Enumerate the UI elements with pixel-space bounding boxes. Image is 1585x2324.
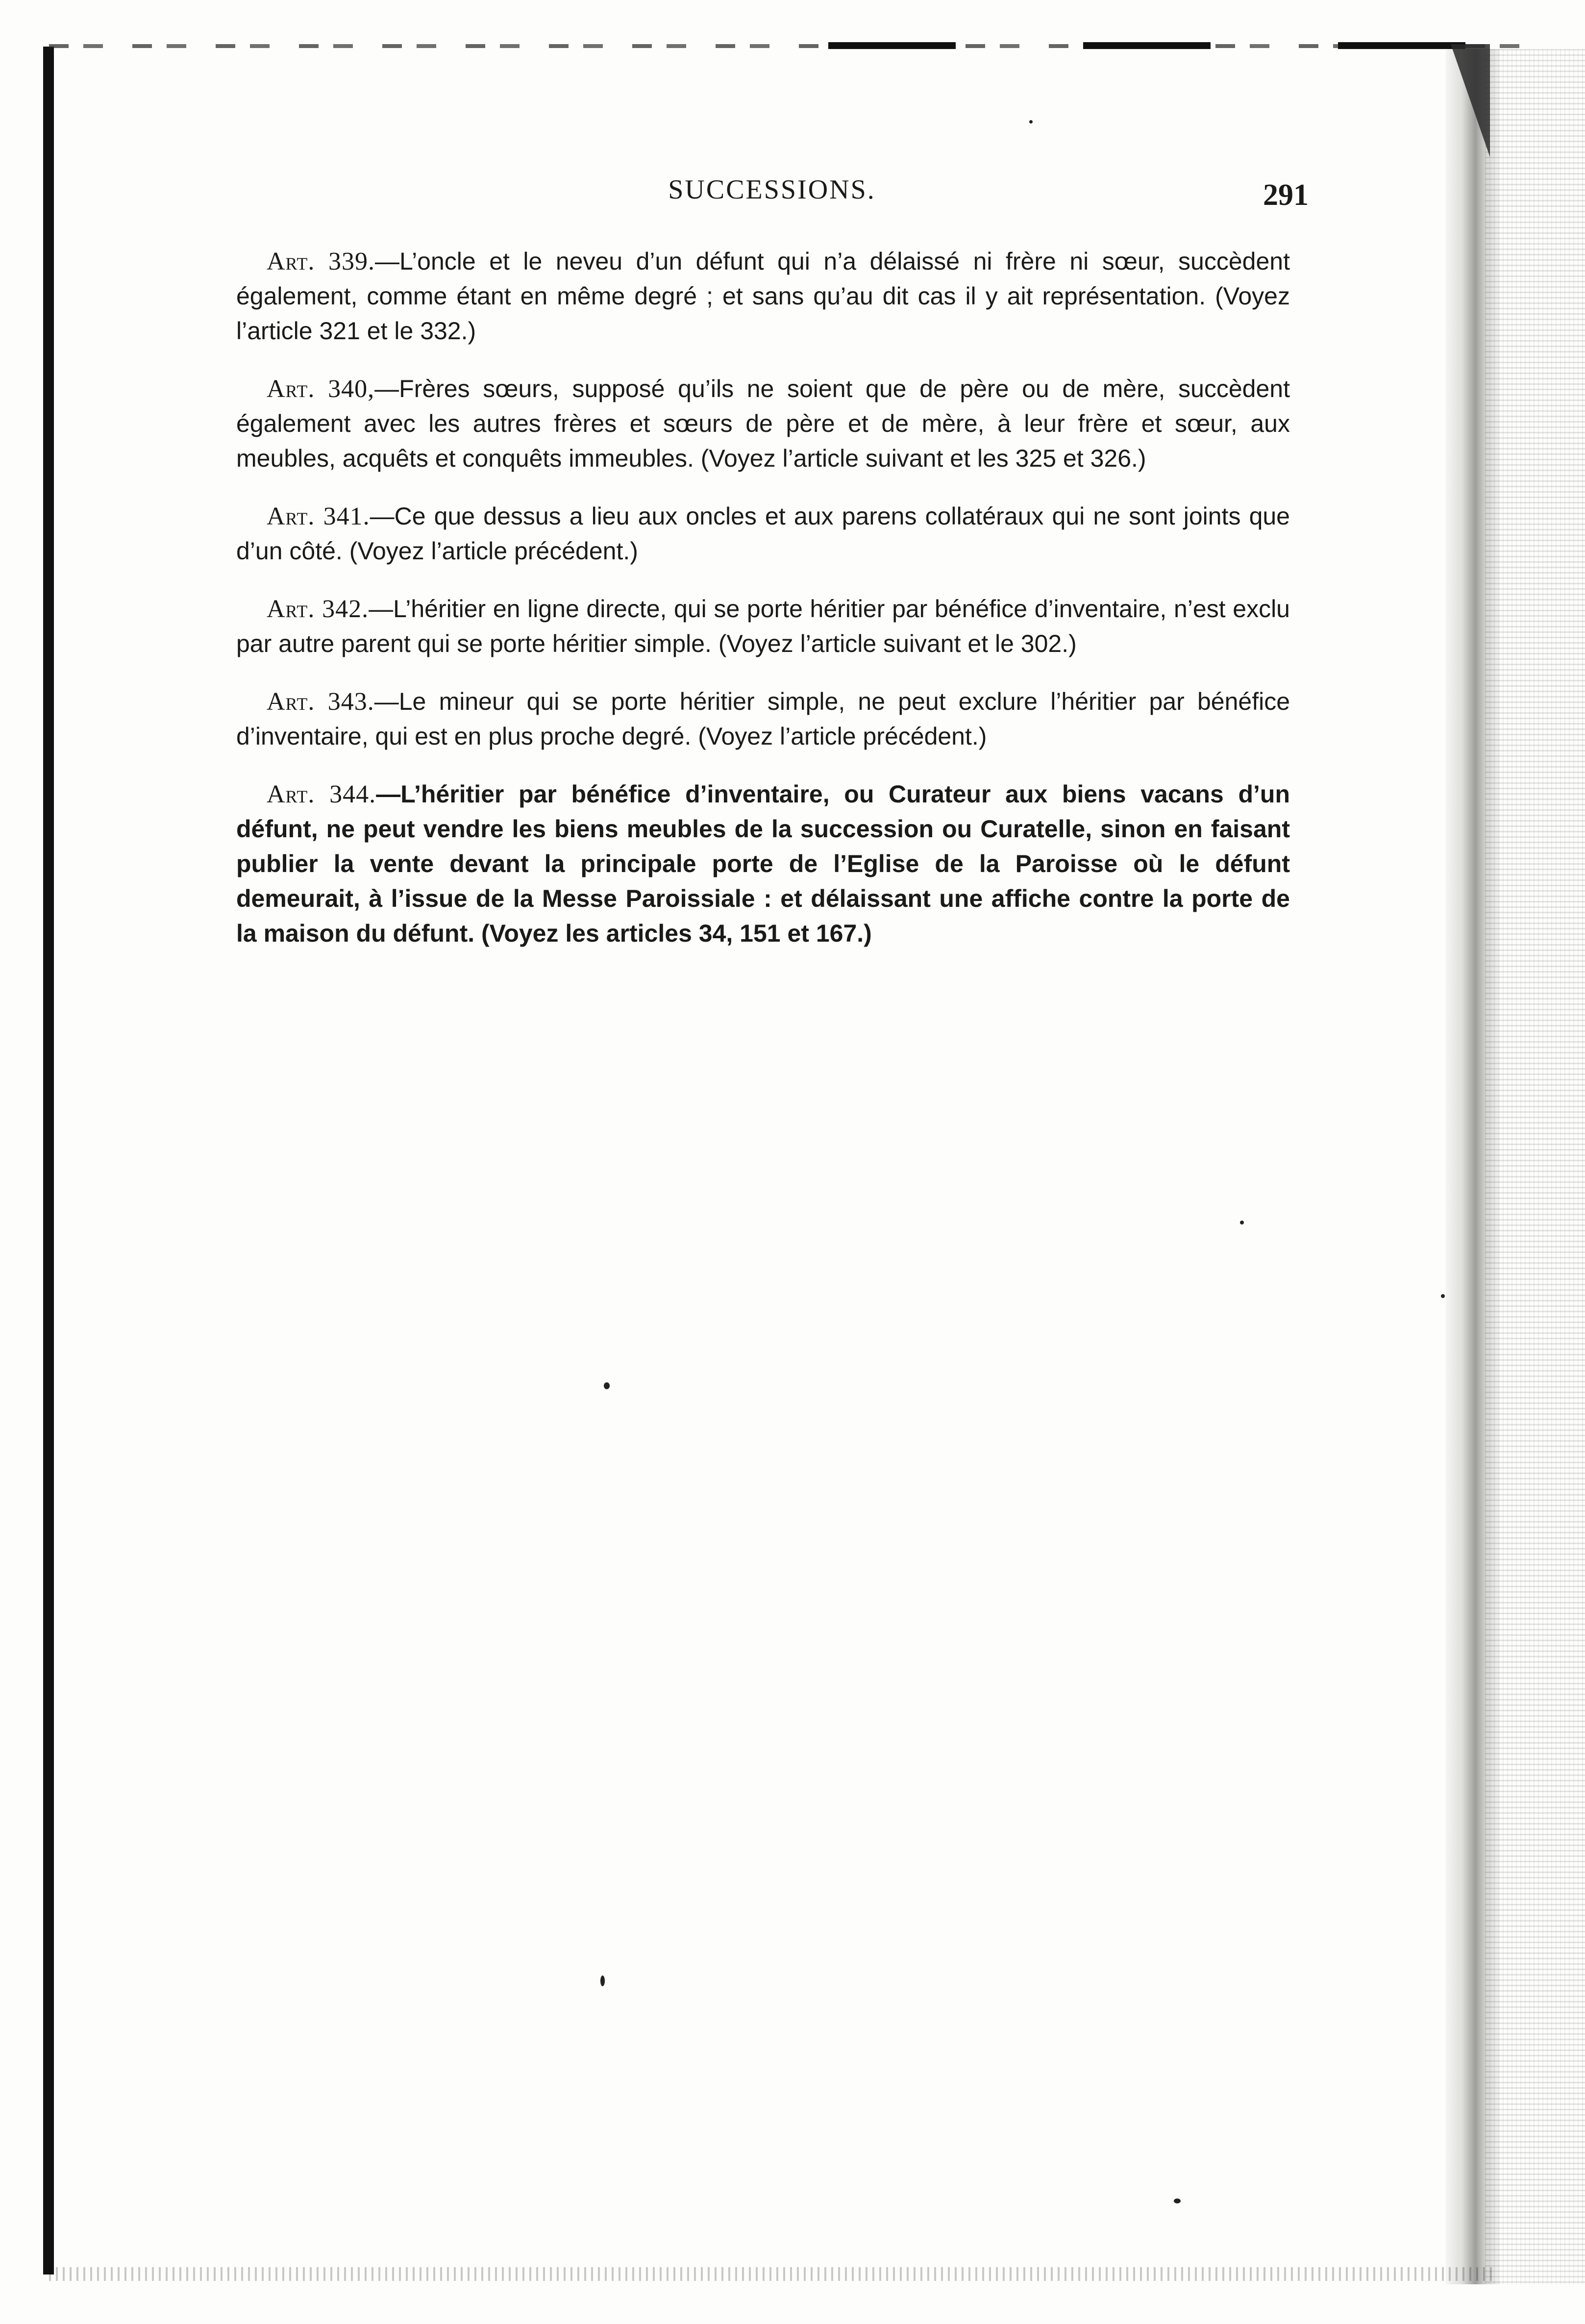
page-number: 291	[1263, 178, 1309, 212]
article-label: Art. 341.	[267, 502, 370, 530]
article-text: —L’héritier en ligne directe, qui se porte héritier par bénéfice d’inventaire, n’est exclu par autre parent qui se porte héritier simple. (Voyez l’article suivant et le 302.)	[236, 595, 1290, 657]
article-label: Art. 339.	[267, 248, 375, 275]
article-text: —L’héritier par bénéfice d’inventaire, ou Curateur aux biens vacans d’un défunt, ne peut vendre les biens meubles de la succession ou Curatelle, sinon en faisant publier la vente devant la principale porte de l’Eglise de la Paroisse où le défunt demeurait, à l’issue de la Messe Paroissiale : et délaissant une affiche contre la porte de la maison du défunt. (Voyez les articles 34, 151 et 167.)	[236, 780, 1290, 947]
page-body	[236, 244, 1290, 974]
speck	[1029, 120, 1033, 124]
speck	[1441, 1294, 1445, 1298]
article-text: —Ce que dessus a lieu aux oncles et aux parens collatéraux qui ne sont joints que d’un côté. (Voyez l’article précédent.)	[236, 502, 1290, 565]
right-edge-noise	[1485, 49, 1585, 2284]
article-341	[236, 499, 1290, 569]
binding-edge-shadow	[43, 47, 54, 2274]
top-edge-dark-marks	[828, 42, 1495, 49]
corner-fold	[1451, 44, 1490, 157]
article-343	[236, 684, 1290, 754]
bottom-edge-shadow	[49, 2267, 1495, 2281]
running-title: SUCCESSIONS.	[668, 175, 876, 205]
article-340	[236, 372, 1290, 476]
speck	[1240, 1221, 1244, 1224]
speck	[1174, 2199, 1181, 2203]
page-header	[235, 174, 1309, 218]
article-339	[236, 244, 1290, 349]
article-label: Art. 343.	[267, 688, 374, 716]
article-text: —L’oncle et le neveu d’un défunt qui n’a délaissé ni frère ni sœur, succèdent également, comme étant en même degré ; et sans qu’au dit cas il y ait représentation. (Voyez l’article 321 et le 332.)	[236, 248, 1290, 345]
article-342	[236, 592, 1290, 661]
article-344	[236, 777, 1290, 951]
article-label: Art. 342.	[267, 595, 369, 623]
article-text: —Frères sœurs, supposé qu’ils ne soient que de père ou de mère, succèdent également avec les autres frères et sœurs de père et de mère, à leur frère et sœur, aux meubles, acquêts et conquêts immeubles. (Voyez l’article suivant et les 325 et 326.)	[236, 375, 1290, 472]
article-label: Art. 340,	[267, 375, 375, 403]
speck	[600, 1975, 605, 1986]
speck	[604, 1382, 610, 1389]
article-text: —Le mineur qui se porte héritier simple, ne peut exclure l’héritier par bénéfice d’inventaire, qui est en plus proche degré. (Voyez l’article précédent.)	[236, 688, 1290, 750]
article-label: Art. 344.	[267, 780, 376, 808]
